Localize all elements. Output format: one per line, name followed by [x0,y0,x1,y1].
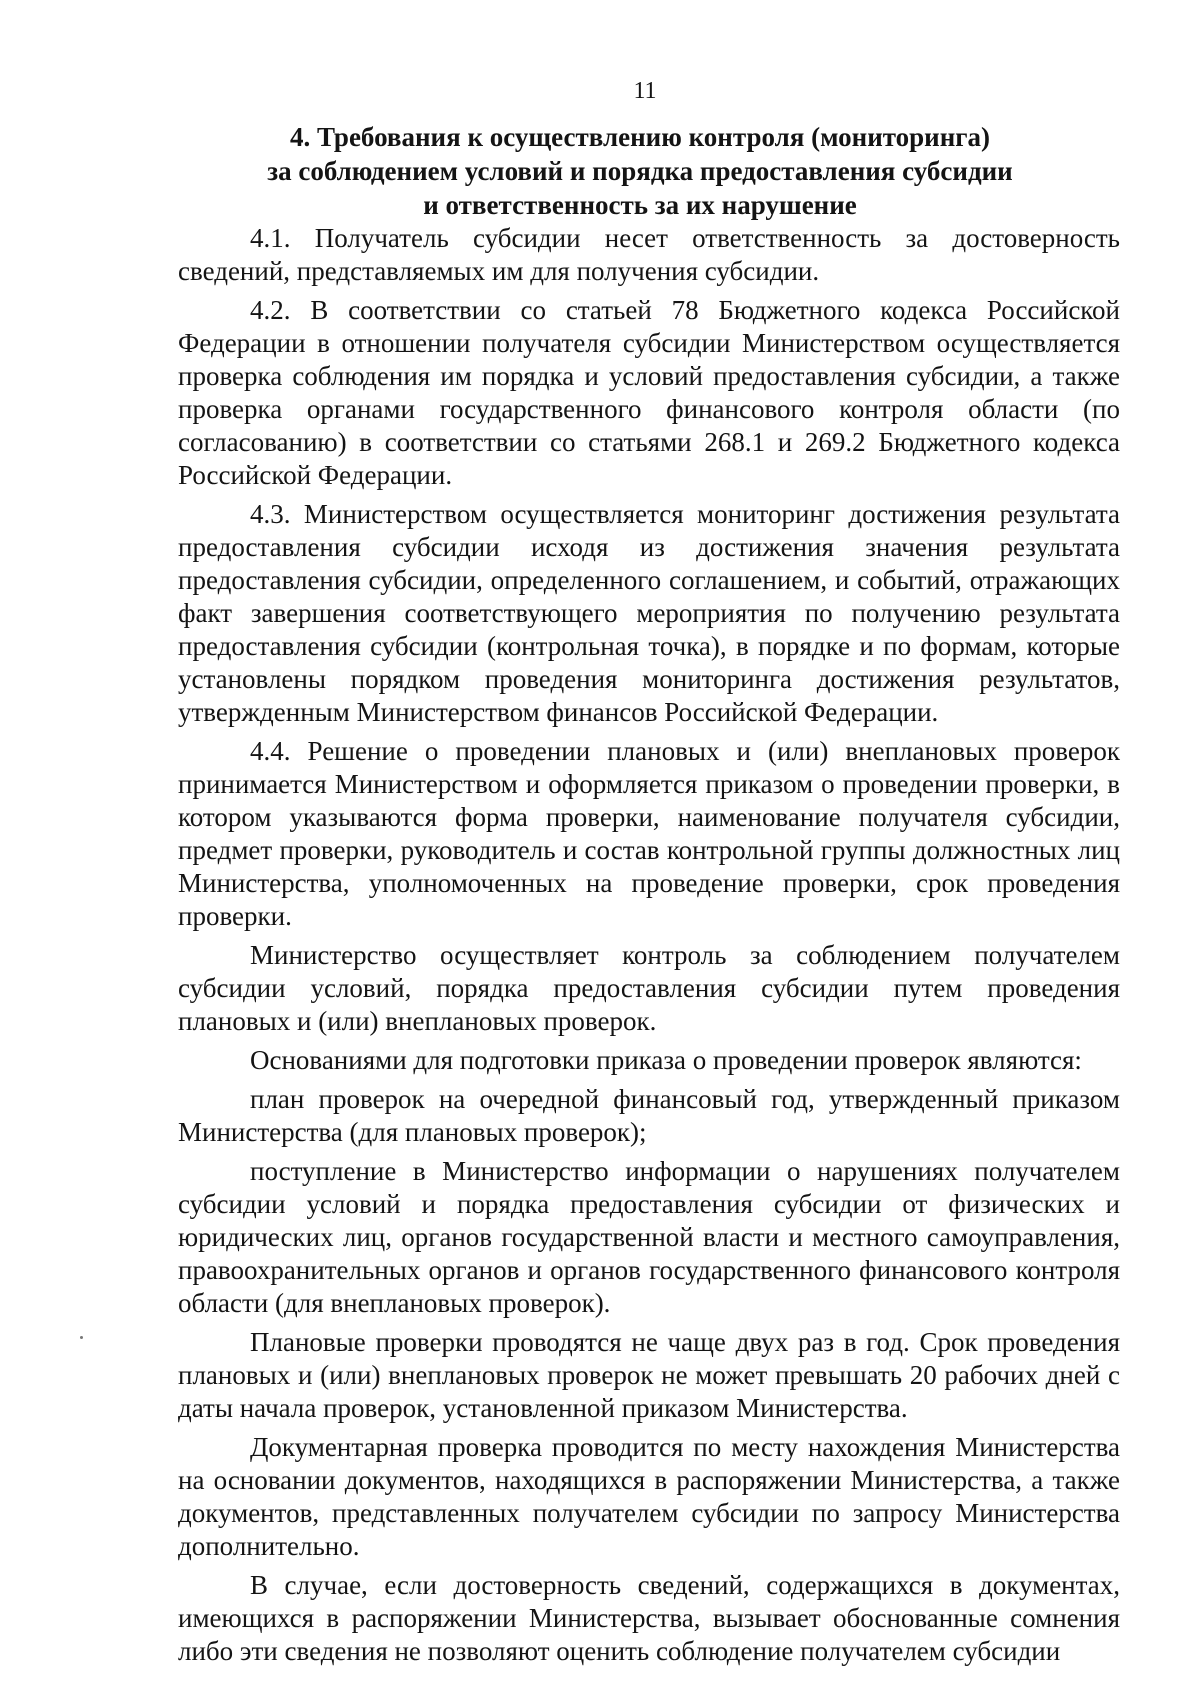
section-heading-line: за соблюдением условий и порядка предоставления субсидии [267,156,1013,186]
paragraph-information: поступление в Министерство информации о нарушениях получателем субсидии условий и порядка предоставления субсидии от физических и юридических лиц, органов государственной власти и местного самоуправления, правоохранительных органов и органов государственного финансового контроля области (для внеплановых проверок). [178,1156,1120,1318]
document-body [178,222,1120,1668]
paragraph-control: Министерство осуществляет контроль за соблюдением получателем субсидии условий, порядка предоставления субсидии путем проведения плановых и (или) внеплановых проверок. [178,940,1120,1036]
paragraph-plan: план проверок на очередной финансовый год, утвержденный приказом Министерства (для плановых проверок); [178,1084,1120,1147]
scan-speck [80,1336,83,1339]
paragraph-4-2: 4.2. В соответствии со статьей 78 Бюджетного кодекса Российской Федерации в отношении получателя субсидии Министерством осуществляется проверка соблюдения им порядка и условий предоставления субсидии, а также проверка органами государственного финансового контроля области (по согласованию) в соответствии со статьями 268.1 и 269.2 Бюджетного кодекса Российской Федерации. [178,295,1120,490]
section-heading [180,120,1100,222]
paragraph-4-4: 4.4. Решение о проведении плановых и (или) внеплановых проверок принимается Министерством и оформляется приказом о проведении проверки, в котором указываются форма проверки, наименование получателя субсидии, предмет проверки, руководитель и состав контрольной группы должностных лиц Министерства, уполномоченных на проведение проверки, срок проведения проверки. [178,736,1120,931]
paragraph-planned-checks: Плановые проверки проводятся не чаще двух раз в год. Срок проведения плановых и (или) внеплановых проверок не может превышать 20 рабочих дней с даты начала проверок, установленной приказом Министерства. [178,1327,1120,1423]
section-heading-line: 4. Требования к осуществлению контроля (мониторинга) [289,122,991,152]
paragraph-4-1: 4.1. Получатель субсидии несет ответственность за достоверность сведений, представляемых им для получения субсидии. [178,223,1120,286]
paragraph-grounds: Основаниями для подготовки приказа о проведении проверок являются: [250,1045,1082,1075]
section-heading-line: и ответственность за их нарушение [423,190,857,220]
paragraph-documentary-check: Документарная проверка проводится по месту нахождения Министерства на основании документов, находящихся в распоряжении Министерства, а также документов, представленных получателем субсидии по запросу Министерства дополнительно. [178,1432,1120,1561]
page-number: 11 [633,78,657,104]
paragraph-reliability: В случае, если достоверность сведений, содержащихся в документах, имеющихся в распоряжении Министерства, вызывает обоснованные сомнения либо эти сведения не позволяют оценить соблюдение получателем субсидии [178,1570,1120,1666]
paragraph-4-3: 4.3. Министерством осуществляется мониторинг достижения результата предоставления субсидии исходя из достижения значения результата предоставления субсидии, определенного соглашением, и событий, отражающих факт завершения соответствующего мероприятия по получению результата предоставления субсидии (контрольная точка), в порядке и по формам, которые установлены порядком проведения мониторинга достижения результатов, утвержденным Министерством финансов Российской Федерации. [178,499,1120,727]
